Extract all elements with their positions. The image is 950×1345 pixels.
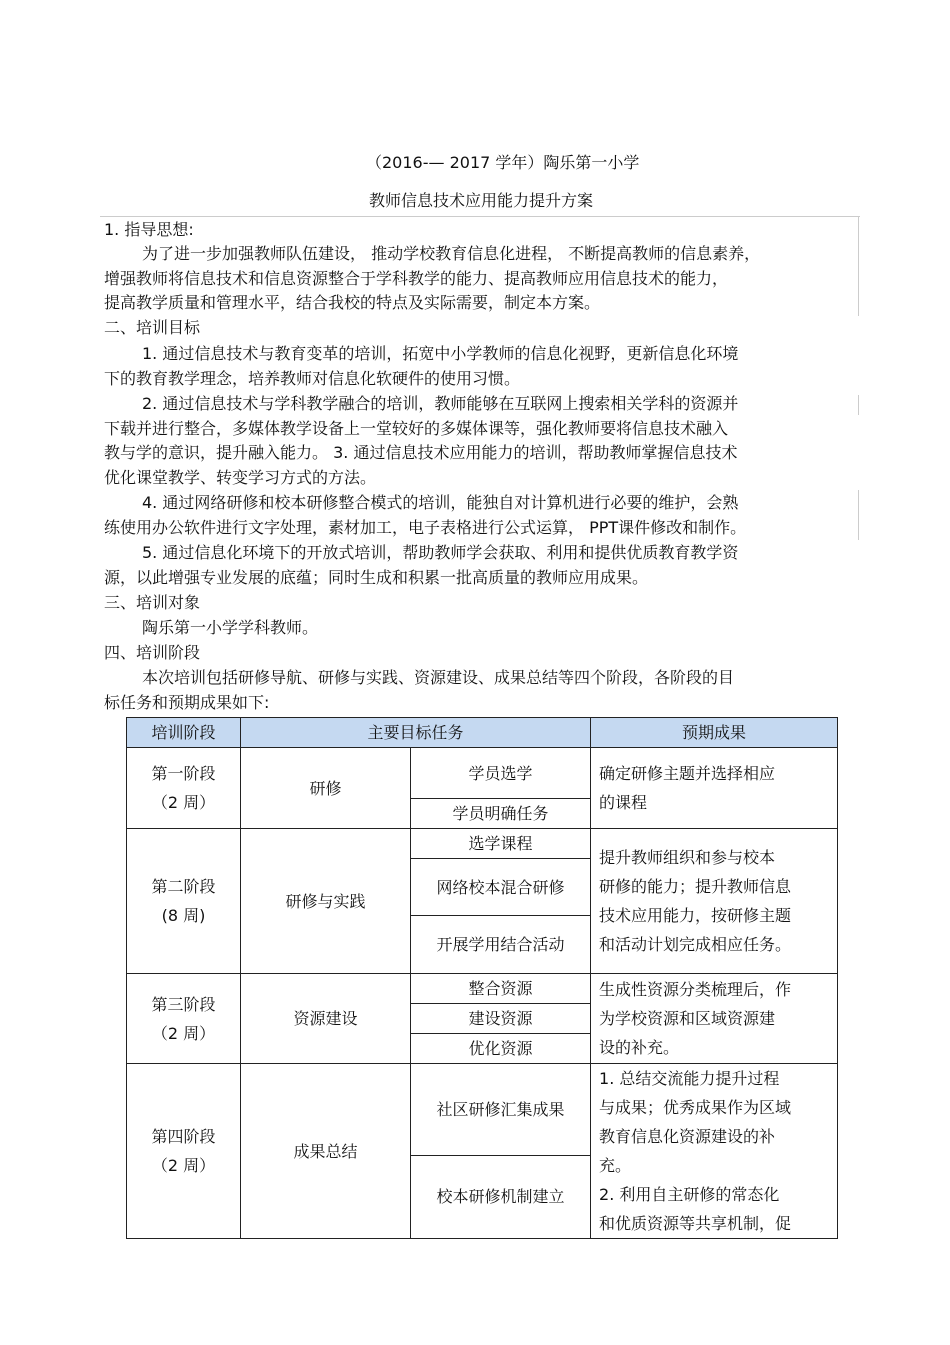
result-cell <box>591 1064 838 1239</box>
paragraph-line: 教与学的意识，提升融入能力。 3. 通过信息技术应用能力的培训，帮助教师掌握信息技术 <box>104 443 738 462</box>
subtask-cell: 开展学用结合活动 <box>411 916 591 974</box>
result-cell <box>591 974 838 1064</box>
stage-cell <box>127 974 241 1064</box>
result-line: 的课程 <box>599 793 648 812</box>
stage-name: 第三阶段 <box>151 994 216 1014</box>
table-row <box>127 1064 838 1156</box>
document-title-line2: 教师信息技术应用能力提升方案 <box>369 191 594 210</box>
paragraph-line: 提高教学质量和管理水平，结合我校的特点及实际需要，制定本方案。 <box>104 293 601 312</box>
paragraph-line: 标任务和预期成果如下: <box>104 693 270 712</box>
result-line: 为学校资源和区域资源建 <box>599 1009 776 1028</box>
result-line: 和活动计划完成相应任务。 <box>599 935 792 954</box>
paragraph-line: 练使用办公软件进行文字处理，素材加工，电子表格进行公式运算， PPT课件修改和制作。 <box>104 518 747 537</box>
result-line: 确定研修主题并选择相应 <box>599 764 776 783</box>
paragraph-line: 下的教育教学理念，培养教师对信息化软硬件的使用习惯。 <box>104 369 521 388</box>
stage-cell <box>127 1064 241 1239</box>
result-cell <box>591 829 838 974</box>
subtask-cell: 网络校本混合研修 <box>411 859 591 916</box>
section-heading-guiding: 1. 指导思想: <box>104 220 194 239</box>
stage-name: 第二阶段 <box>151 877 216 896</box>
section-heading-stages: 四、培训阶段 <box>104 643 201 662</box>
result-line: 设的补充。 <box>599 1038 680 1057</box>
section-heading-target: 三、培训对象 <box>104 593 201 612</box>
task-cell: 资源建设 <box>241 974 411 1064</box>
subtask-cell: 校本研修机制建立 <box>411 1155 591 1238</box>
paragraph-line: 下载并进行整合，多媒体教学设备上一堂较好的多媒体课等，强化教师要将信息技术融入 <box>104 419 729 438</box>
scan-border <box>858 490 859 540</box>
subtask-cell: 优化资源 <box>411 1034 591 1064</box>
scan-border <box>100 216 860 217</box>
result-line: 提升教师组织和参与校本 <box>599 848 776 867</box>
stage-duration: （2 周） <box>151 793 216 812</box>
paragraph-line: 增强教师将信息技术和信息资源整合于学科教学的能力、提高教师应用信息技术的能力， <box>104 269 729 288</box>
scan-border <box>858 216 859 316</box>
paragraph-line: 源，以此增强专业发展的底蕴；同时生成和积累一批高质量的教师应用成果。 <box>104 568 649 587</box>
stage-cell <box>127 829 241 974</box>
stage-duration: (8 周) <box>161 906 206 925</box>
stage-duration: （2 周） <box>151 1023 216 1043</box>
paragraph-line: 为了进一步加强教师队伍建设， 推动学校教育信息化进程， 不断提高教师的信息素养， <box>142 244 761 263</box>
result-line: 和优质资源等共享机制，促 <box>599 1214 792 1233</box>
result-line: 1. 总结交流能力提升过程 <box>599 1069 780 1088</box>
section-heading-goals: 二、培训目标 <box>104 318 201 337</box>
result-cell <box>591 748 838 829</box>
subtask-cell: 学员选学 <box>411 748 591 799</box>
table-row <box>127 974 838 1004</box>
result-line: 2. 利用自主研修的常态化 <box>599 1185 780 1204</box>
paragraph-line: 2. 通过信息技术与学科教学融合的培训，教师能够在互联网上搜索相关学科的资源并 <box>142 394 739 413</box>
table-row <box>127 748 838 799</box>
paragraph-line: 优化课堂教学、转变学习方式的方法。 <box>104 468 377 487</box>
result-line: 教育信息化资源建设的补 <box>599 1127 776 1146</box>
table-row <box>127 829 838 859</box>
subtask-cell: 整合资源 <box>411 974 591 1004</box>
stage-name: 第四阶段 <box>151 1127 216 1146</box>
header-task: 主要目标任务 <box>241 718 591 748</box>
subtask-cell: 学员明确任务 <box>411 799 591 829</box>
result-line: 研修的能力；提升教师信息 <box>599 877 792 896</box>
header-stage: 培训阶段 <box>127 718 241 748</box>
subtask-cell: 社区研修汇集成果 <box>411 1064 591 1156</box>
task-cell: 研修与实践 <box>241 829 411 974</box>
subtask-cell: 建设资源 <box>411 1004 591 1034</box>
paragraph-line: 1. 通过信息技术与教育变革的培训，拓宽中小学教师的信息化视野，更新信息化环境 <box>142 344 739 363</box>
paragraph-line: 5. 通过信息化环境下的开放式培训，帮助教师学会获取、利用和提供优质教育教学资 <box>142 543 739 562</box>
paragraph-line: 陶乐第一小学学科教师。 <box>142 618 319 637</box>
stage-duration: （2 周） <box>151 1156 216 1175</box>
paragraph-line: 本次培训包括研修导航、研修与实践、资源建设、成果总结等四个阶段，各阶段的目 <box>142 668 735 687</box>
subtask-cell: 选学课程 <box>411 829 591 859</box>
result-line: 技术应用能力，按研修主题 <box>599 906 792 925</box>
training-stage-table <box>126 717 838 1239</box>
result-line: 生成性资源分类梳理后，作 <box>599 980 792 999</box>
scan-border <box>858 395 859 415</box>
paragraph-line: 4. 通过网络研修和校本研修整合模式的培训，能独自对计算机进行必要的维护，会熟 <box>142 493 739 512</box>
table-header-row <box>127 718 838 748</box>
stage-cell <box>127 748 241 829</box>
result-line: 与成果；优秀成果作为区域 <box>599 1098 792 1117</box>
document-title-line1: （2016-— 2017 学年）陶乐第一小学 <box>366 153 640 172</box>
stage-name: 第一阶段 <box>151 764 216 783</box>
result-line: 充。 <box>599 1156 632 1175</box>
task-cell: 成果总结 <box>241 1064 411 1239</box>
header-result: 预期成果 <box>591 718 838 748</box>
task-cell: 研修 <box>241 748 411 829</box>
